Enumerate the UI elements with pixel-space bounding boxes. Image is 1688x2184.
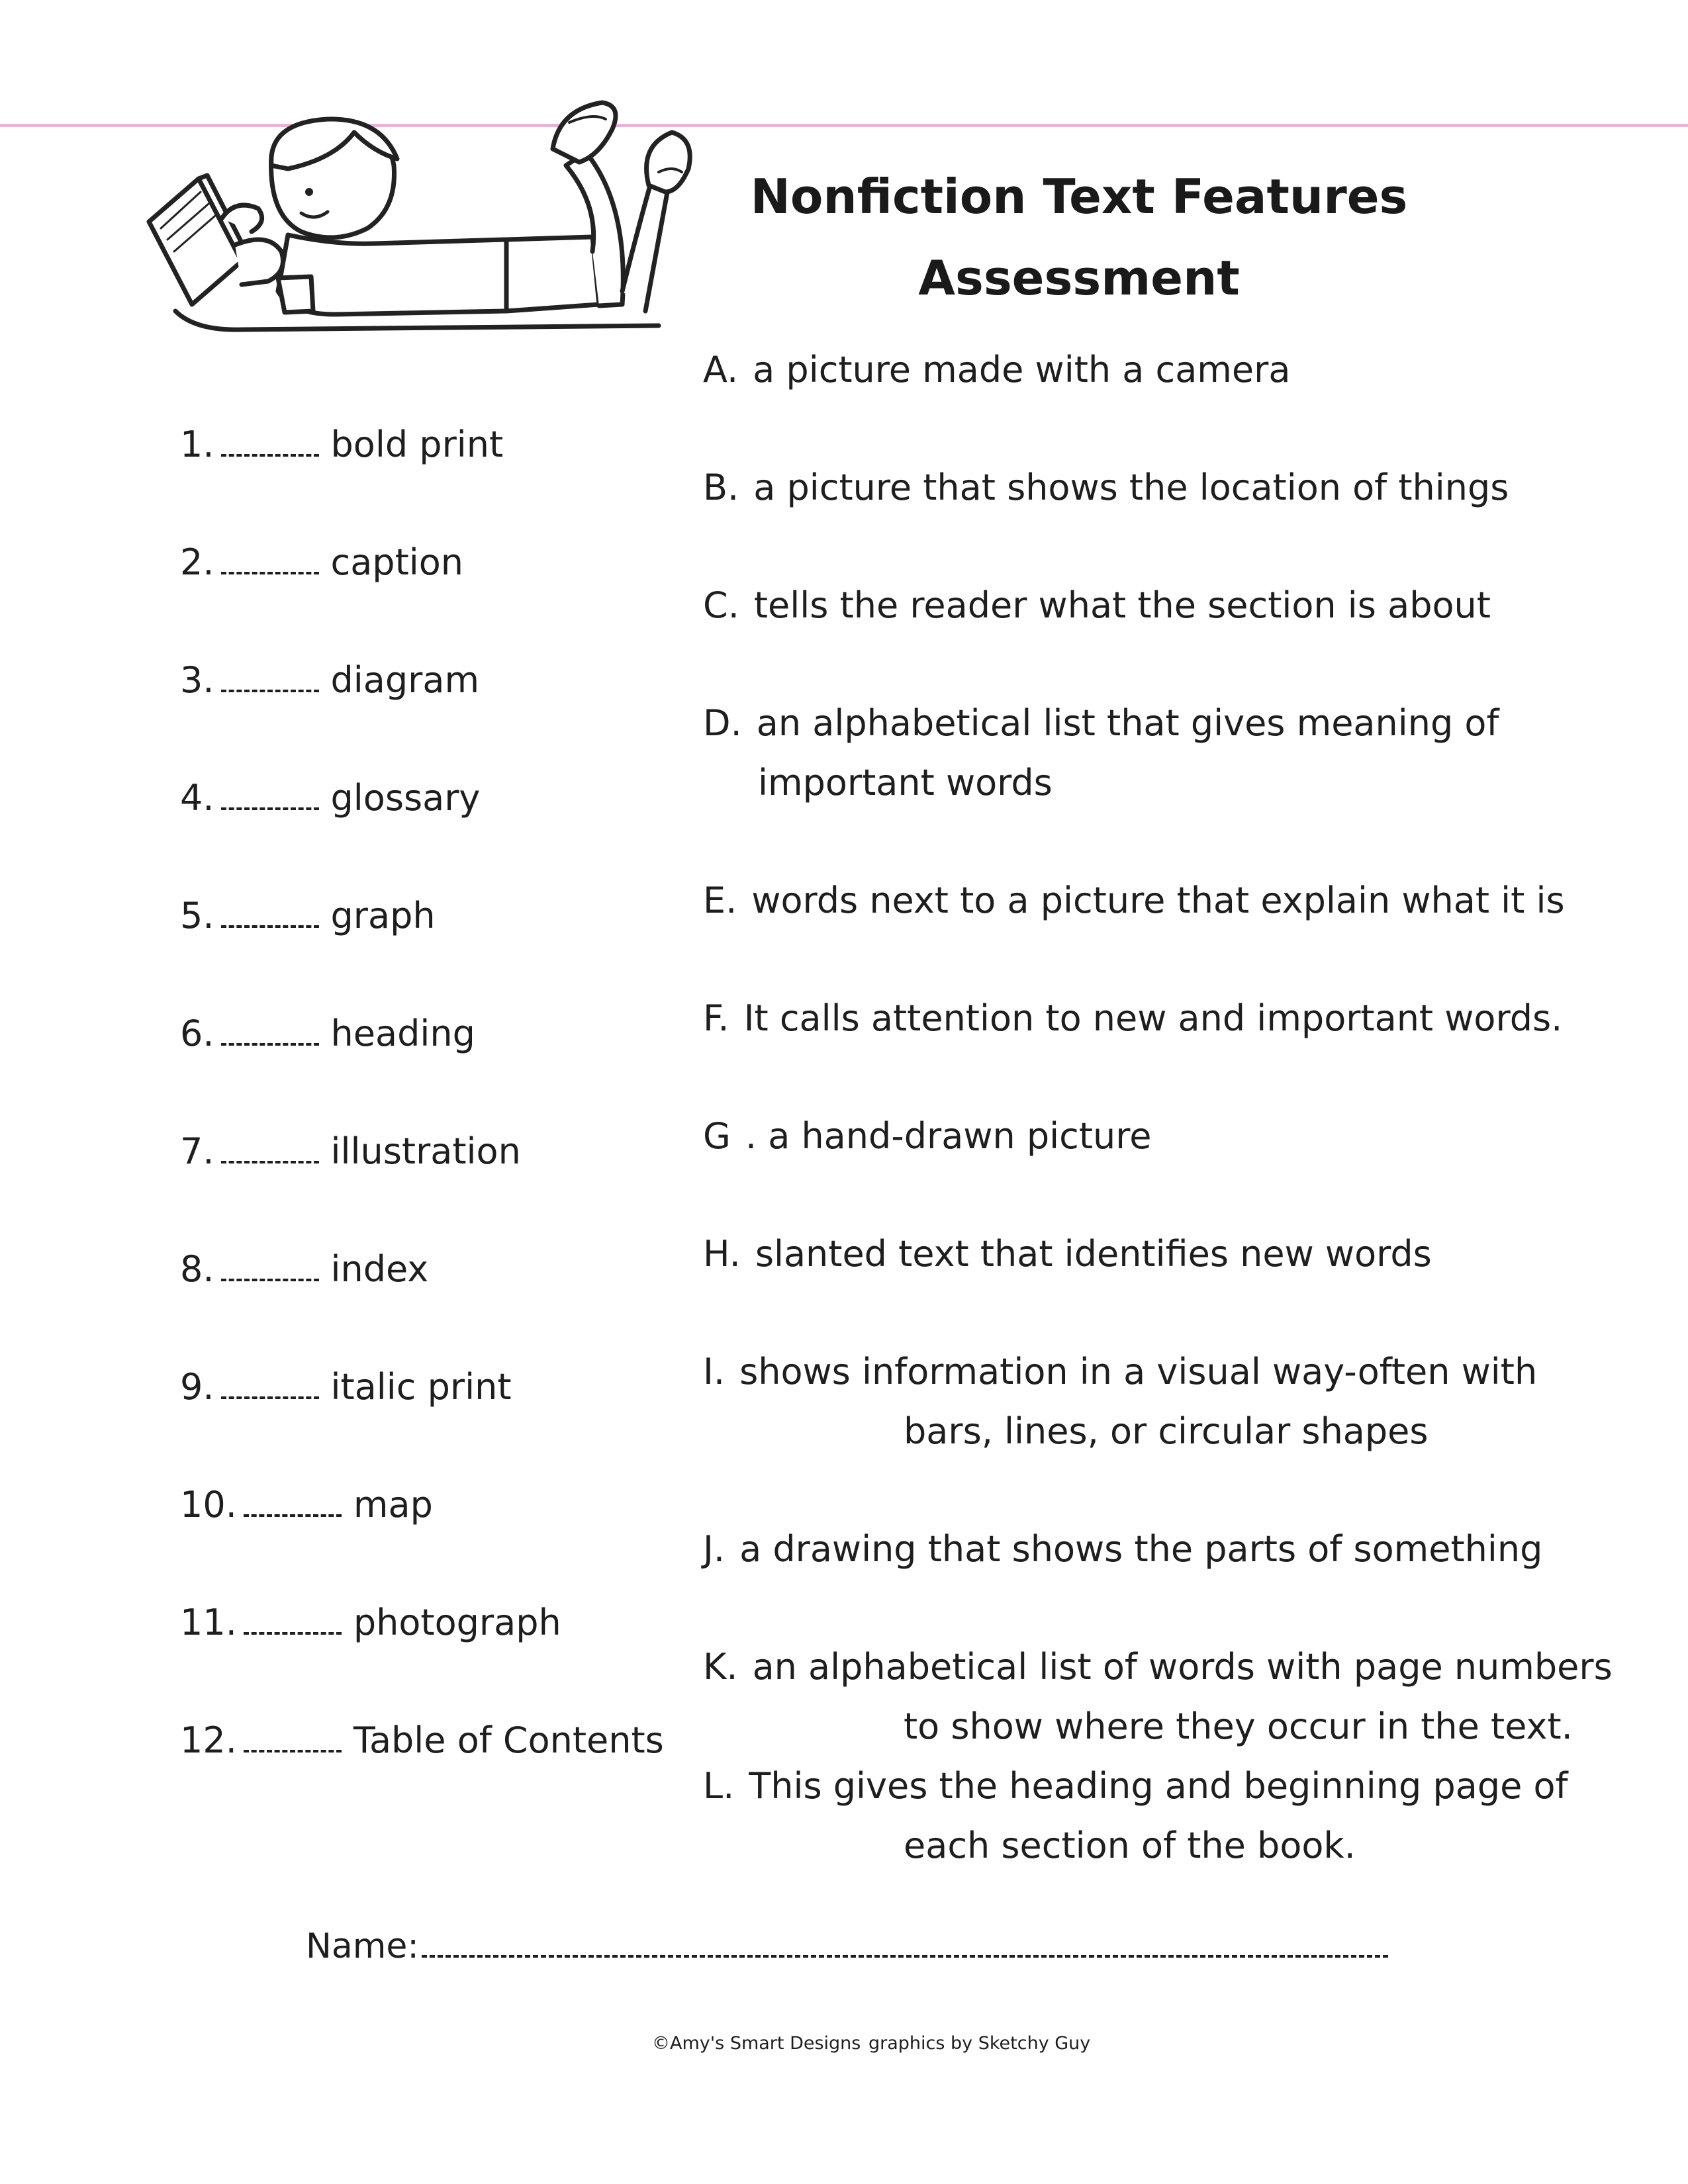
question-number: 10. [180, 1484, 237, 1525]
definition-item [703, 1233, 1432, 1276]
definition-text: an alphabetical list of words with page numbers [752, 1646, 1613, 1688]
definition-letter: L. [703, 1765, 735, 1807]
definition-text: slanted text that identifies new words [755, 1233, 1432, 1275]
definition-letter: B. [703, 467, 739, 508]
definition-letter: G [703, 1115, 731, 1157]
question-item [180, 1130, 521, 1173]
definition-text: tells the reader what the section is about [753, 584, 1491, 626]
definition-text: a picture made with a camera [753, 349, 1291, 390]
question-item [180, 424, 503, 467]
definition-text: an alphabetical list that gives meaning of [756, 702, 1499, 744]
answer-blank[interactable] [221, 1043, 319, 1046]
definition-item [703, 702, 1499, 745]
answer-blank[interactable] [221, 925, 319, 928]
definition-letter: I. [703, 1351, 726, 1392]
question-item [180, 1366, 512, 1409]
definition-item [703, 1115, 1151, 1158]
question-number: 8. [180, 1248, 214, 1290]
question-item [180, 895, 436, 938]
question-term: heading [330, 1013, 475, 1054]
definition-letter: E. [703, 880, 737, 921]
question-term: illustration [330, 1130, 521, 1172]
answer-blank[interactable] [221, 1161, 319, 1163]
definition-item [703, 1528, 1542, 1571]
page-subtitle: Assessment [918, 250, 1240, 306]
question-term: graph [330, 895, 436, 936]
graphics-credit: graphics by Sketchy Guy [868, 2033, 1091, 2054]
definition-item [703, 880, 1565, 923]
question-item [180, 777, 480, 820]
definition-letter: J. [703, 1528, 726, 1570]
definition-text: words next to a picture that explain what it is [751, 880, 1565, 921]
question-number: 12. [180, 1719, 237, 1761]
definition-letter: D. [703, 702, 742, 744]
question-term: bold print [330, 424, 504, 465]
question-term: diagram [330, 659, 480, 701]
question-term: italic print [330, 1366, 512, 1408]
answer-blank[interactable] [244, 1750, 342, 1752]
definition-item [703, 1351, 1537, 1394]
question-term: index [330, 1248, 429, 1290]
answer-blank[interactable] [221, 690, 319, 692]
definition-continuation: to show where they occur in the text. [904, 1706, 1573, 1747]
definition-text: . a hand-drawn picture [745, 1115, 1152, 1157]
name-label: Name: [306, 1927, 419, 1966]
question-term: caption [330, 541, 464, 583]
question-item [180, 541, 463, 584]
question-number: 6. [180, 1013, 214, 1054]
answer-blank[interactable] [221, 1396, 319, 1399]
question-item [180, 1719, 664, 1762]
definition-letter: F. [703, 997, 729, 1039]
question-number: 9. [180, 1366, 214, 1408]
definition-text: a drawing that shows the parts of something [739, 1528, 1543, 1570]
definition-text: shows information in a visual way-often with [739, 1351, 1538, 1392]
question-term: photograph [353, 1602, 561, 1643]
definition-text: This gives the heading and beginning page of [749, 1765, 1568, 1807]
name-field [306, 1926, 1388, 1967]
definition-text: a picture that shows the location of things [753, 467, 1509, 508]
definition-item [703, 997, 1562, 1040]
question-term: Table of Contents [353, 1719, 664, 1761]
question-number: 4. [180, 777, 214, 819]
question-item [180, 1602, 561, 1645]
question-number: 5. [180, 895, 214, 936]
kid-reading-illustration [136, 93, 745, 344]
question-item [180, 1013, 475, 1056]
definition-item [703, 1765, 1568, 1808]
answer-blank[interactable] [221, 572, 319, 574]
definition-continuation: important words [758, 762, 1053, 803]
question-term: map [353, 1484, 433, 1525]
definition-continuation: bars, lines, or circular shapes [904, 1410, 1429, 1452]
definition-item [703, 1646, 1613, 1689]
question-item [180, 1484, 433, 1527]
question-number: 7. [180, 1130, 214, 1172]
definition-letter: H. [703, 1233, 741, 1275]
definition-item [703, 467, 1509, 510]
copyright-text: ©Amy's Smart Designs [652, 2033, 861, 2054]
question-term: glossary [330, 777, 481, 819]
name-input-line[interactable] [422, 1955, 1388, 1958]
answer-blank[interactable] [221, 454, 319, 457]
answer-blank[interactable] [221, 807, 319, 810]
question-item [180, 1248, 428, 1291]
definition-item [703, 584, 1491, 627]
question-item [180, 659, 479, 702]
question-number: 1. [180, 424, 214, 465]
answer-blank[interactable] [244, 1632, 342, 1635]
question-number: 3. [180, 659, 214, 701]
question-number: 11. [180, 1602, 237, 1643]
answer-blank[interactable] [221, 1279, 319, 1281]
definition-letter: K. [703, 1646, 738, 1688]
definition-item [703, 349, 1290, 392]
definition-continuation: each section of the book. [904, 1825, 1356, 1866]
definition-letter: C. [703, 584, 739, 626]
answer-blank[interactable] [244, 1514, 342, 1517]
definition-letter: A. [703, 349, 739, 390]
definition-text: It calls attention to new and important words. [743, 997, 1563, 1039]
question-number: 2. [180, 541, 214, 583]
page-title: Nonfiction Text Features [750, 169, 1408, 224]
